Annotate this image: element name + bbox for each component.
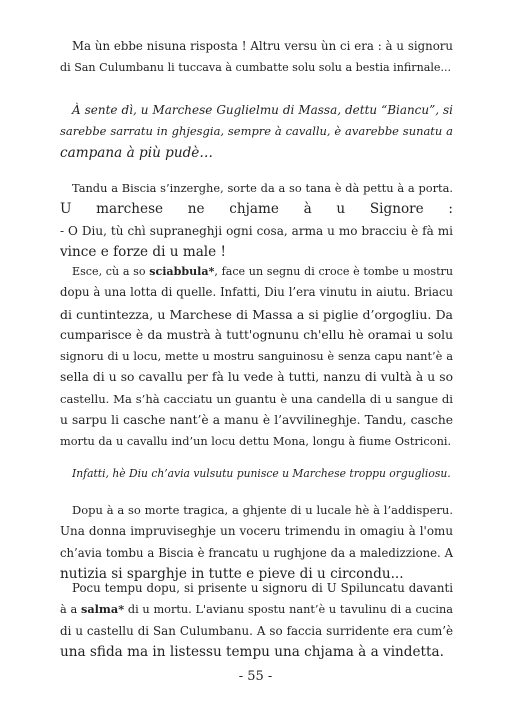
text-line: À sente dì, u Marchese Guglielmu di Massa, dettu “Biancu”, si: [72, 103, 453, 117]
text-line: [60, 642, 453, 663]
paragraph: [60, 100, 453, 164]
text-line: Infatti, hè Diu ch’avia vulsutu punisce u Marchese troppu orgugliosu.: [72, 467, 451, 480]
text-run: di u mortu. L'avianu spostu nant’è u tavulinu di a cucina: [124, 603, 453, 617]
text-run: cumparisce è da mustrà à tutt'ognunu ch'ellu hè oramai u solu: [60, 327, 453, 342]
page-number: - 55 -: [238, 669, 273, 684]
text-line: Una donna impruviseghje un voceru trimendu in omagiu à l'omu: [60, 524, 453, 539]
text-line: [60, 304, 453, 325]
text-line: [60, 261, 453, 282]
text-run: una sfida ma in listessu tempu una chjama à a vindetta.: [60, 643, 444, 660]
text-line: [60, 282, 453, 303]
text-line: Dopu à a so morte tragica, a ghjente di u lucale hè à l’addisperu.: [72, 503, 453, 517]
text-line: [60, 410, 453, 431]
text-line: [60, 325, 453, 346]
paragraph: [60, 261, 453, 453]
text-line: U marchese ne chjame à u Signore :: [60, 201, 453, 218]
text-run: castellu. Ma s’hà cacciatu un guantu è una candella di u sangue di: [60, 391, 453, 406]
text-run: mortu da u cavallu ind’un locu dettu Mona, longu à fiume Ostriconi.: [60, 434, 452, 449]
paragraph: [60, 578, 453, 663]
text-line: [60, 389, 453, 410]
text-line: [60, 578, 453, 599]
text-line: [60, 431, 453, 452]
paragraph: [60, 500, 453, 585]
text-line: [60, 346, 453, 367]
text-run: à a: [60, 603, 81, 617]
glossary-term: salma*: [80, 602, 125, 617]
text-line: [60, 621, 453, 642]
text-run: Esce, cù a so: [72, 265, 150, 278]
text-run: , face un segnu di croce è tombe u mostru: [214, 265, 454, 278]
text-line: vince e forze di u male !: [60, 243, 226, 260]
text-line: [60, 367, 453, 388]
text-run: u sarpu li casche nant’è a manu è l’avvilineghje. Tandu, casche: [60, 413, 453, 428]
paragraph: [60, 463, 453, 484]
text-line: Ma ùn ebbe nisuna risposta ! Altru versu ùn ci era : à u signoru: [72, 39, 453, 53]
text-line: sarebbe sarratu in ghjesgia, sempre à cavallu, è avarebbe sunatu a: [60, 124, 453, 139]
text-run: di cuntintezza, u Marchese di Massa a si piglie d’orgogliu. Da: [60, 306, 453, 322]
text-line: [60, 599, 453, 620]
paragraph: [60, 36, 453, 79]
text-run: Pocu tempu dopu, si prisente u signoru di U Spiluncatu davanti: [72, 581, 453, 595]
text-line: Tandu a Biscia s’inzerghe, sorte da a so tana è dà pettu à a porta.: [72, 181, 453, 195]
text-run: signoru di u locu, mette u mostru sanguinosu è senza capu nant’è a: [60, 349, 453, 364]
text-run: di u castellu di San Culumbanu. A so faccia surridente era cum’è: [60, 623, 453, 638]
text-line: ch’avia tombu a Biscia è francatu u rughjone da a maledizzione. A: [60, 545, 453, 560]
paragraph: [60, 178, 453, 263]
text-run: dopu à una lotta di quelle. Infatti, Diu l’era vinutu in aiutu. Briacu: [60, 285, 453, 300]
text-run: sella di u so cavallu per fà lu vede à tutti, nanzu di vultà à u so: [60, 370, 453, 385]
text-line: di San Culumbanu li tuccava à cumbatte solu solu a bestia infirnale...: [60, 61, 452, 75]
text-line: - O Diu, tù chì supraneghji ogni cosa, arma u mo bracciu è fà mi: [60, 223, 453, 238]
text-line: nutizia si sparghje in tutte e pieve di u circondu...: [60, 565, 404, 582]
text-line: campana à più pudè…: [60, 144, 213, 161]
glossary-term: sciabbula*: [149, 265, 215, 278]
